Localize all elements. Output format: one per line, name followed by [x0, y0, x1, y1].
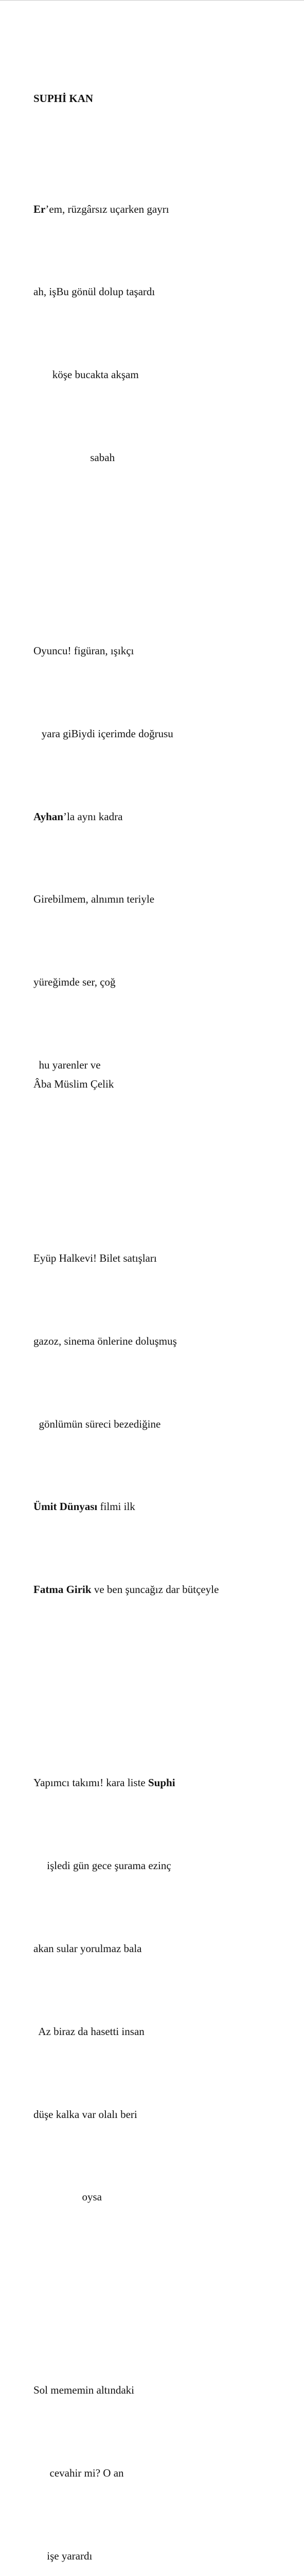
poem-line: Girebilmem, alnımın teriyle — [33, 893, 155, 906]
poem-line: cevahir mi? O an — [33, 2467, 124, 2480]
poem-title: SUPHİ KAN — [33, 92, 94, 105]
poem-line: gönlümün süreci bezediğine — [33, 1417, 161, 1430]
poem-name-bold: Ayhan — [33, 810, 63, 823]
stanza-gap — [33, 527, 291, 555]
poem-line — [33, 1576, 291, 1604]
stanza-gap — [33, 2266, 291, 2294]
poem-line: oysa — [33, 2191, 102, 2204]
poem-body — [33, 30, 291, 2576]
author-signature: Âba Müslim Çelik — [33, 1078, 114, 1090]
poem-line: hu yarenler ve — [33, 1058, 101, 1071]
poem-line: işledi gün gece şurama ezinç — [33, 1859, 171, 1872]
poem-name-bold: Ümit Dünyası — [33, 1500, 98, 1513]
poem-line: Sol mememin altındaki — [33, 2384, 134, 2397]
poem-line — [33, 196, 291, 224]
poem-name-bold: Fatma Girik — [33, 1583, 92, 1596]
poem-line: düşe kalka var olalı beri — [33, 2108, 137, 2121]
poem-line-text: ’em, rüzgârsız uçarken gayrı — [45, 202, 169, 215]
poem-line: Az biraz da hasetti insan — [33, 2025, 145, 2038]
top-border-line — [0, 0, 304, 1]
poem-line: gazoz, sinema önlerine doluşmuş — [33, 1334, 177, 1347]
poem-line: ah, işBu gönül dolup taşardı — [33, 285, 155, 298]
poem-line: Eyüp Halkevi! Bilet satışları — [33, 1252, 157, 1265]
poem-line — [33, 1769, 291, 1797]
poem-line: sabah — [33, 451, 115, 464]
poem-line-text: ’la aynı kadra — [63, 810, 123, 823]
poem-line-text: filmi ilk — [97, 1500, 135, 1513]
poem-line: işe yarardı — [33, 2550, 93, 2563]
poem-line — [33, 803, 291, 831]
poem-name-bold: Er — [33, 202, 46, 215]
poem-line — [33, 1493, 291, 1521]
poem-line: Oyuncu! figüran, ışıkçı — [33, 645, 134, 657]
stanza-gap — [33, 1659, 291, 1687]
poem-line: yara giBiydi içerimde doğrusu — [33, 727, 173, 740]
poem-line-text: ve ben şuncağız dar bütçeyle — [91, 1583, 219, 1596]
poem-line: yüreğimde ser, çoğ — [33, 976, 116, 989]
poem-line-text: Yapımcı takımı! kara liste — [33, 1776, 148, 1789]
poem-name-bold: Suphi — [148, 1776, 175, 1789]
stanza-gap — [33, 1134, 291, 1162]
poem-line: köşe bucakta akşam — [33, 368, 139, 381]
poem-line: akan sular yorulmaz bala — [33, 1942, 142, 1955]
